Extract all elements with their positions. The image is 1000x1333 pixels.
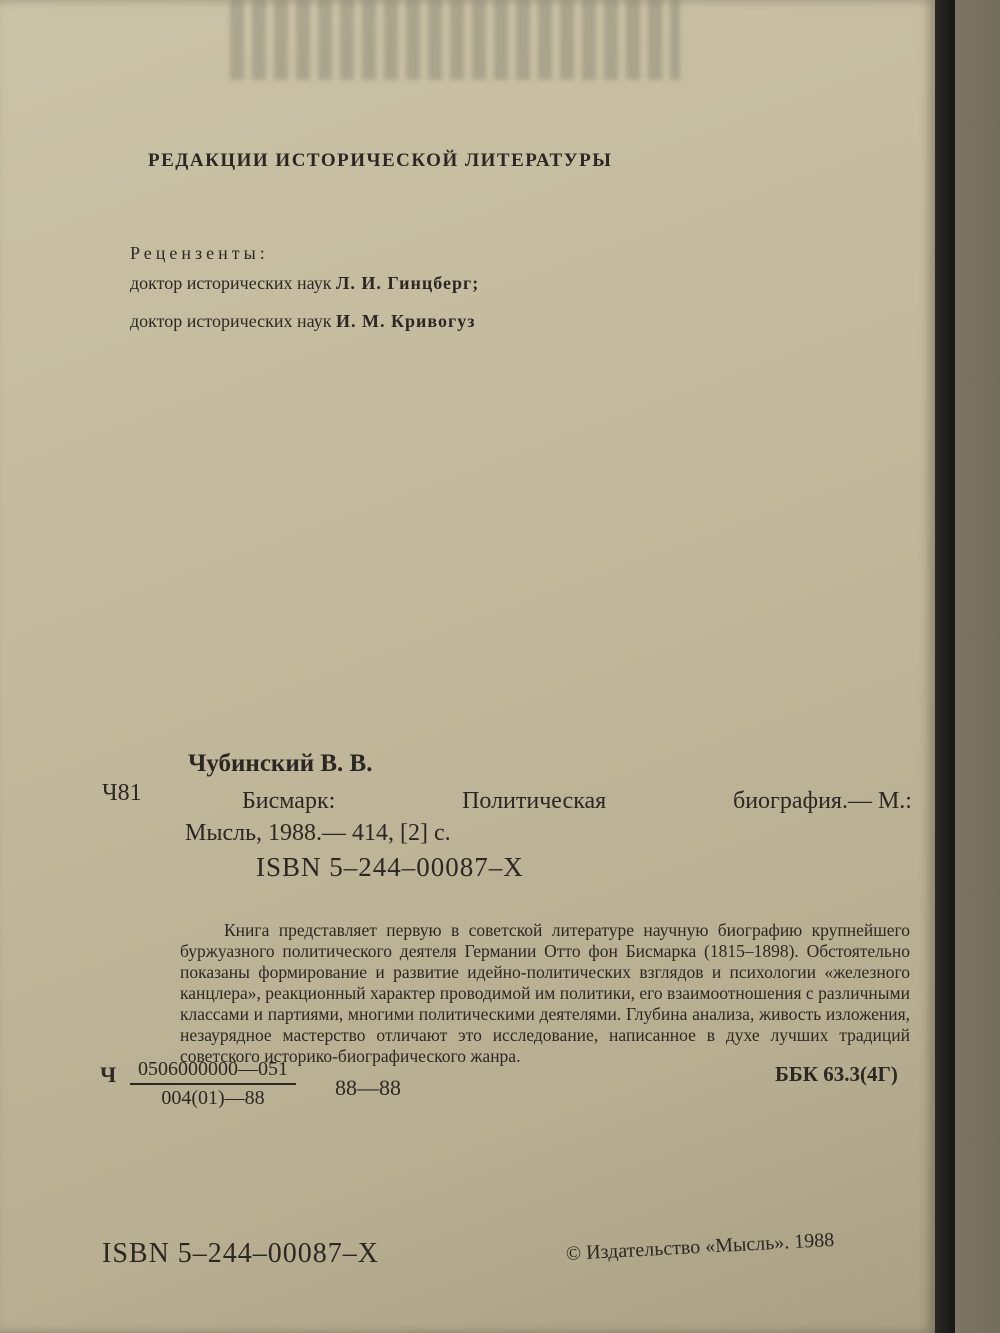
reviewer-1 [130, 273, 479, 294]
editorial-office-heading: РЕДАКЦИИ ИСТОРИЧЕСКОЙ ЛИТЕРАТУРЫ [148, 150, 613, 171]
reviewer-2-degree: доктор исторических наук [130, 311, 332, 331]
catalog-author: Чубинский В. В. [188, 750, 373, 777]
reviewer-1-name: Л. И. Гинцберг; [336, 273, 480, 293]
catalog-publisher-line: Мысль, 1988.— 414, [2] с. [185, 820, 451, 846]
catalog-isbn: ISBN 5–244–00087–X [256, 852, 524, 882]
reviewers-title: Рецензенты: [130, 243, 269, 263]
classification-letter: Ч [100, 1062, 117, 1087]
classification-side: 88—88 [335, 1075, 401, 1100]
reviewer-1-degree: доктор исторических наук [130, 273, 332, 293]
catalog-title-line [242, 788, 912, 815]
classification-fraction [130, 1058, 296, 1110]
reviewer-2 [130, 311, 475, 332]
abstract-text: Книга представляет первую в советской литературе научную биографию крупнейшего буржуазного политического деятеля Германии Отто фон Бисмарка (1815–1898). Обстоятельно показаны формирование и развитие идейно-политических взглядов и психологии «железного канцлера», реакционный характер проводимой им политики, его взаимоотношения с различными классами и партиями, многими политическими деятелями. Глубина анализа, живость изложения, незаурядное мастерство отличают это исследование, написанное в духе лучших традиций советского историко-биографического жанра. [180, 920, 910, 1066]
book-abstract [180, 920, 910, 1067]
classification-denominator: 004(01)—88 [161, 1087, 265, 1109]
catalog-title-word-3: биография.— М.: [732, 788, 912, 814]
bleed-through-print [230, 0, 680, 80]
catalog-code: Ч81 [102, 780, 142, 806]
adjacent-page-edge [955, 0, 1000, 1333]
catalog-title-word-2: Политическая [462, 788, 607, 814]
footer-isbn: ISBN 5–244–00087–X [102, 1238, 380, 1269]
reviewer-2-name: И. М. Кривогуз [336, 311, 476, 331]
classification-numerator: 0506000000—051 [130, 1058, 296, 1085]
catalog-title-word-1: Бисмарк: [242, 788, 336, 814]
footer-copyright: © Издательство «Мысль». 1988 [565, 1228, 835, 1265]
bbk-code: ББК 63.3(4Г) [775, 1062, 898, 1086]
